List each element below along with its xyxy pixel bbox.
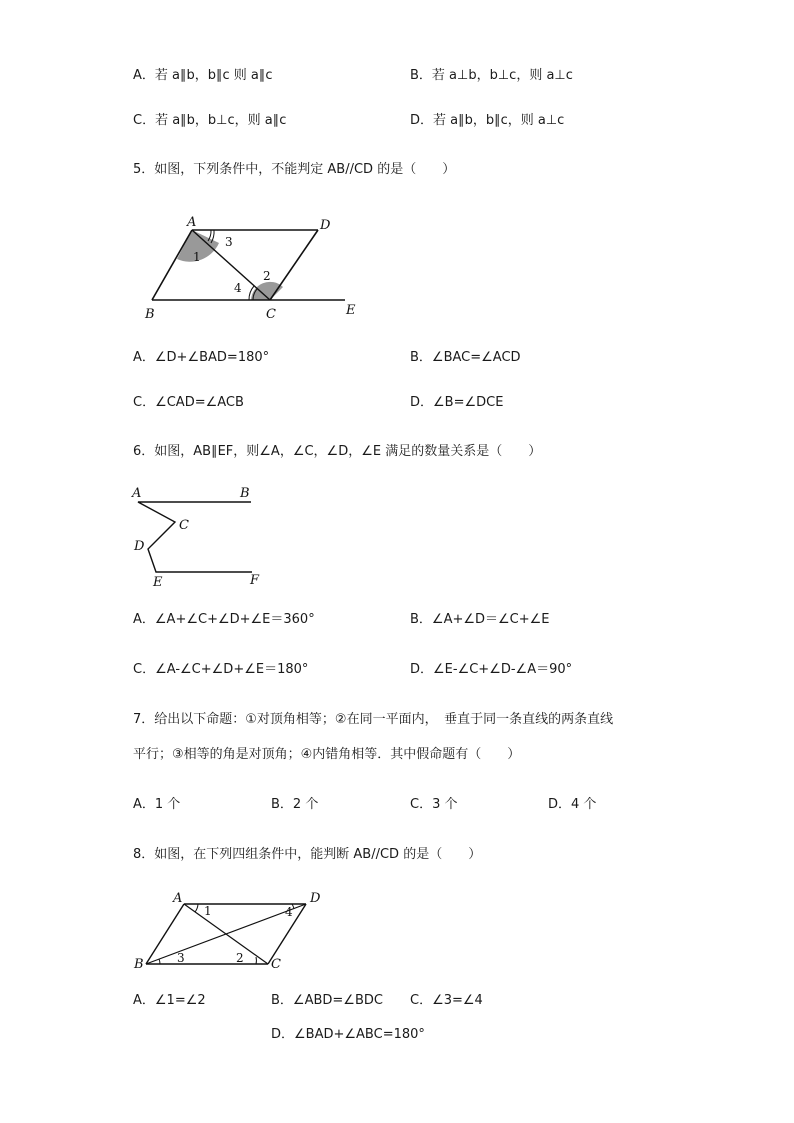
q8-option-b: B．∠ABD=∠BDC: [271, 993, 383, 1008]
q5-stem: 5．如图，下列条件中，不能判定 AB//CD 的是（ ）: [133, 162, 456, 177]
q5-angle-2: 2: [263, 269, 271, 283]
q5-option-a: A．∠D+∠BAD=180°: [133, 350, 270, 365]
q5-label-d: D: [320, 218, 331, 233]
q8-label-d: D: [310, 891, 321, 906]
q8-angle-3: 3: [177, 951, 185, 965]
q6-stem: 6．如图，AB∥EF，则∠A，∠C，∠D，∠E 满足的数量关系是（ ）: [133, 444, 542, 459]
q7-stem-line2: 平行；③相等的角是对顶角；④内错角相等．其中假命题有（ ）: [133, 747, 521, 762]
q5-label-b: B: [145, 307, 155, 322]
q6-label-a: A: [132, 486, 142, 501]
q4-option-c: C．若 a∥b，b⊥c，则 a∥c: [133, 113, 287, 128]
q5-label-e: E: [346, 303, 356, 318]
q4-option-b: B．若 a⊥b，b⊥c，则 a⊥c: [410, 68, 573, 83]
q8-label-a: A: [173, 891, 183, 906]
q6-option-d: D．∠E-∠C+∠D-∠A＝90°: [410, 662, 573, 677]
q8-label-c: C: [271, 957, 281, 972]
q8-angle-4: 4: [285, 905, 293, 919]
q5-label-a: A: [187, 215, 197, 230]
q8-option-d: D．∠BAD+∠ABC=180°: [271, 1027, 425, 1042]
q8-angle-2: 2: [236, 951, 244, 965]
q6-label-d: D: [134, 539, 145, 554]
q6-label-f: F: [250, 573, 260, 588]
q8-stem: 8．如图，在下列四组条件中，能判断 AB//CD 的是（ ）: [133, 847, 482, 862]
q6-label-c: C: [179, 518, 189, 533]
q7-option-d: D．4 个: [548, 797, 597, 812]
q8-angle-1: 1: [204, 904, 212, 918]
q5-angle-1: 1: [193, 250, 201, 264]
q5-angle-3: 3: [225, 235, 233, 249]
q4-option-a: A．若 a∥b，b∥c 则 a∥c: [133, 68, 273, 83]
q5-option-c: C．∠CAD=∠ACB: [133, 395, 244, 410]
q6-label-e: E: [153, 575, 163, 590]
q7-option-c: C．3 个: [410, 797, 458, 812]
q7-option-b: B．2 个: [271, 797, 319, 812]
q8-label-b: B: [134, 957, 144, 972]
q8-option-a: A．∠1=∠2: [133, 993, 206, 1008]
q7-option-a: A．1 个: [133, 797, 181, 812]
q6-option-b: B．∠A+∠D＝∠C+∠E: [410, 612, 550, 627]
q6-option-a: A．∠A+∠C+∠D+∠E＝360°: [133, 612, 315, 627]
q5-option-b: B．∠BAC=∠ACD: [410, 350, 521, 365]
q5-option-d: D．∠B=∠DCE: [410, 395, 504, 410]
q5-label-c: C: [266, 307, 276, 322]
q6-label-b: B: [240, 486, 250, 501]
q6-option-c: C．∠A-∠C+∠D+∠E＝180°: [133, 662, 309, 677]
q7-stem-line1: 7．给出以下命题：①对顶角相等；②在同一平面内， 垂直于同一条直线的两条直线: [133, 712, 614, 727]
q8-option-c: C．∠3=∠4: [410, 993, 483, 1008]
q5-angle-4: 4: [234, 281, 242, 295]
q4-option-d: D．若 a∥b，b∥c，则 a⊥c: [410, 113, 565, 128]
